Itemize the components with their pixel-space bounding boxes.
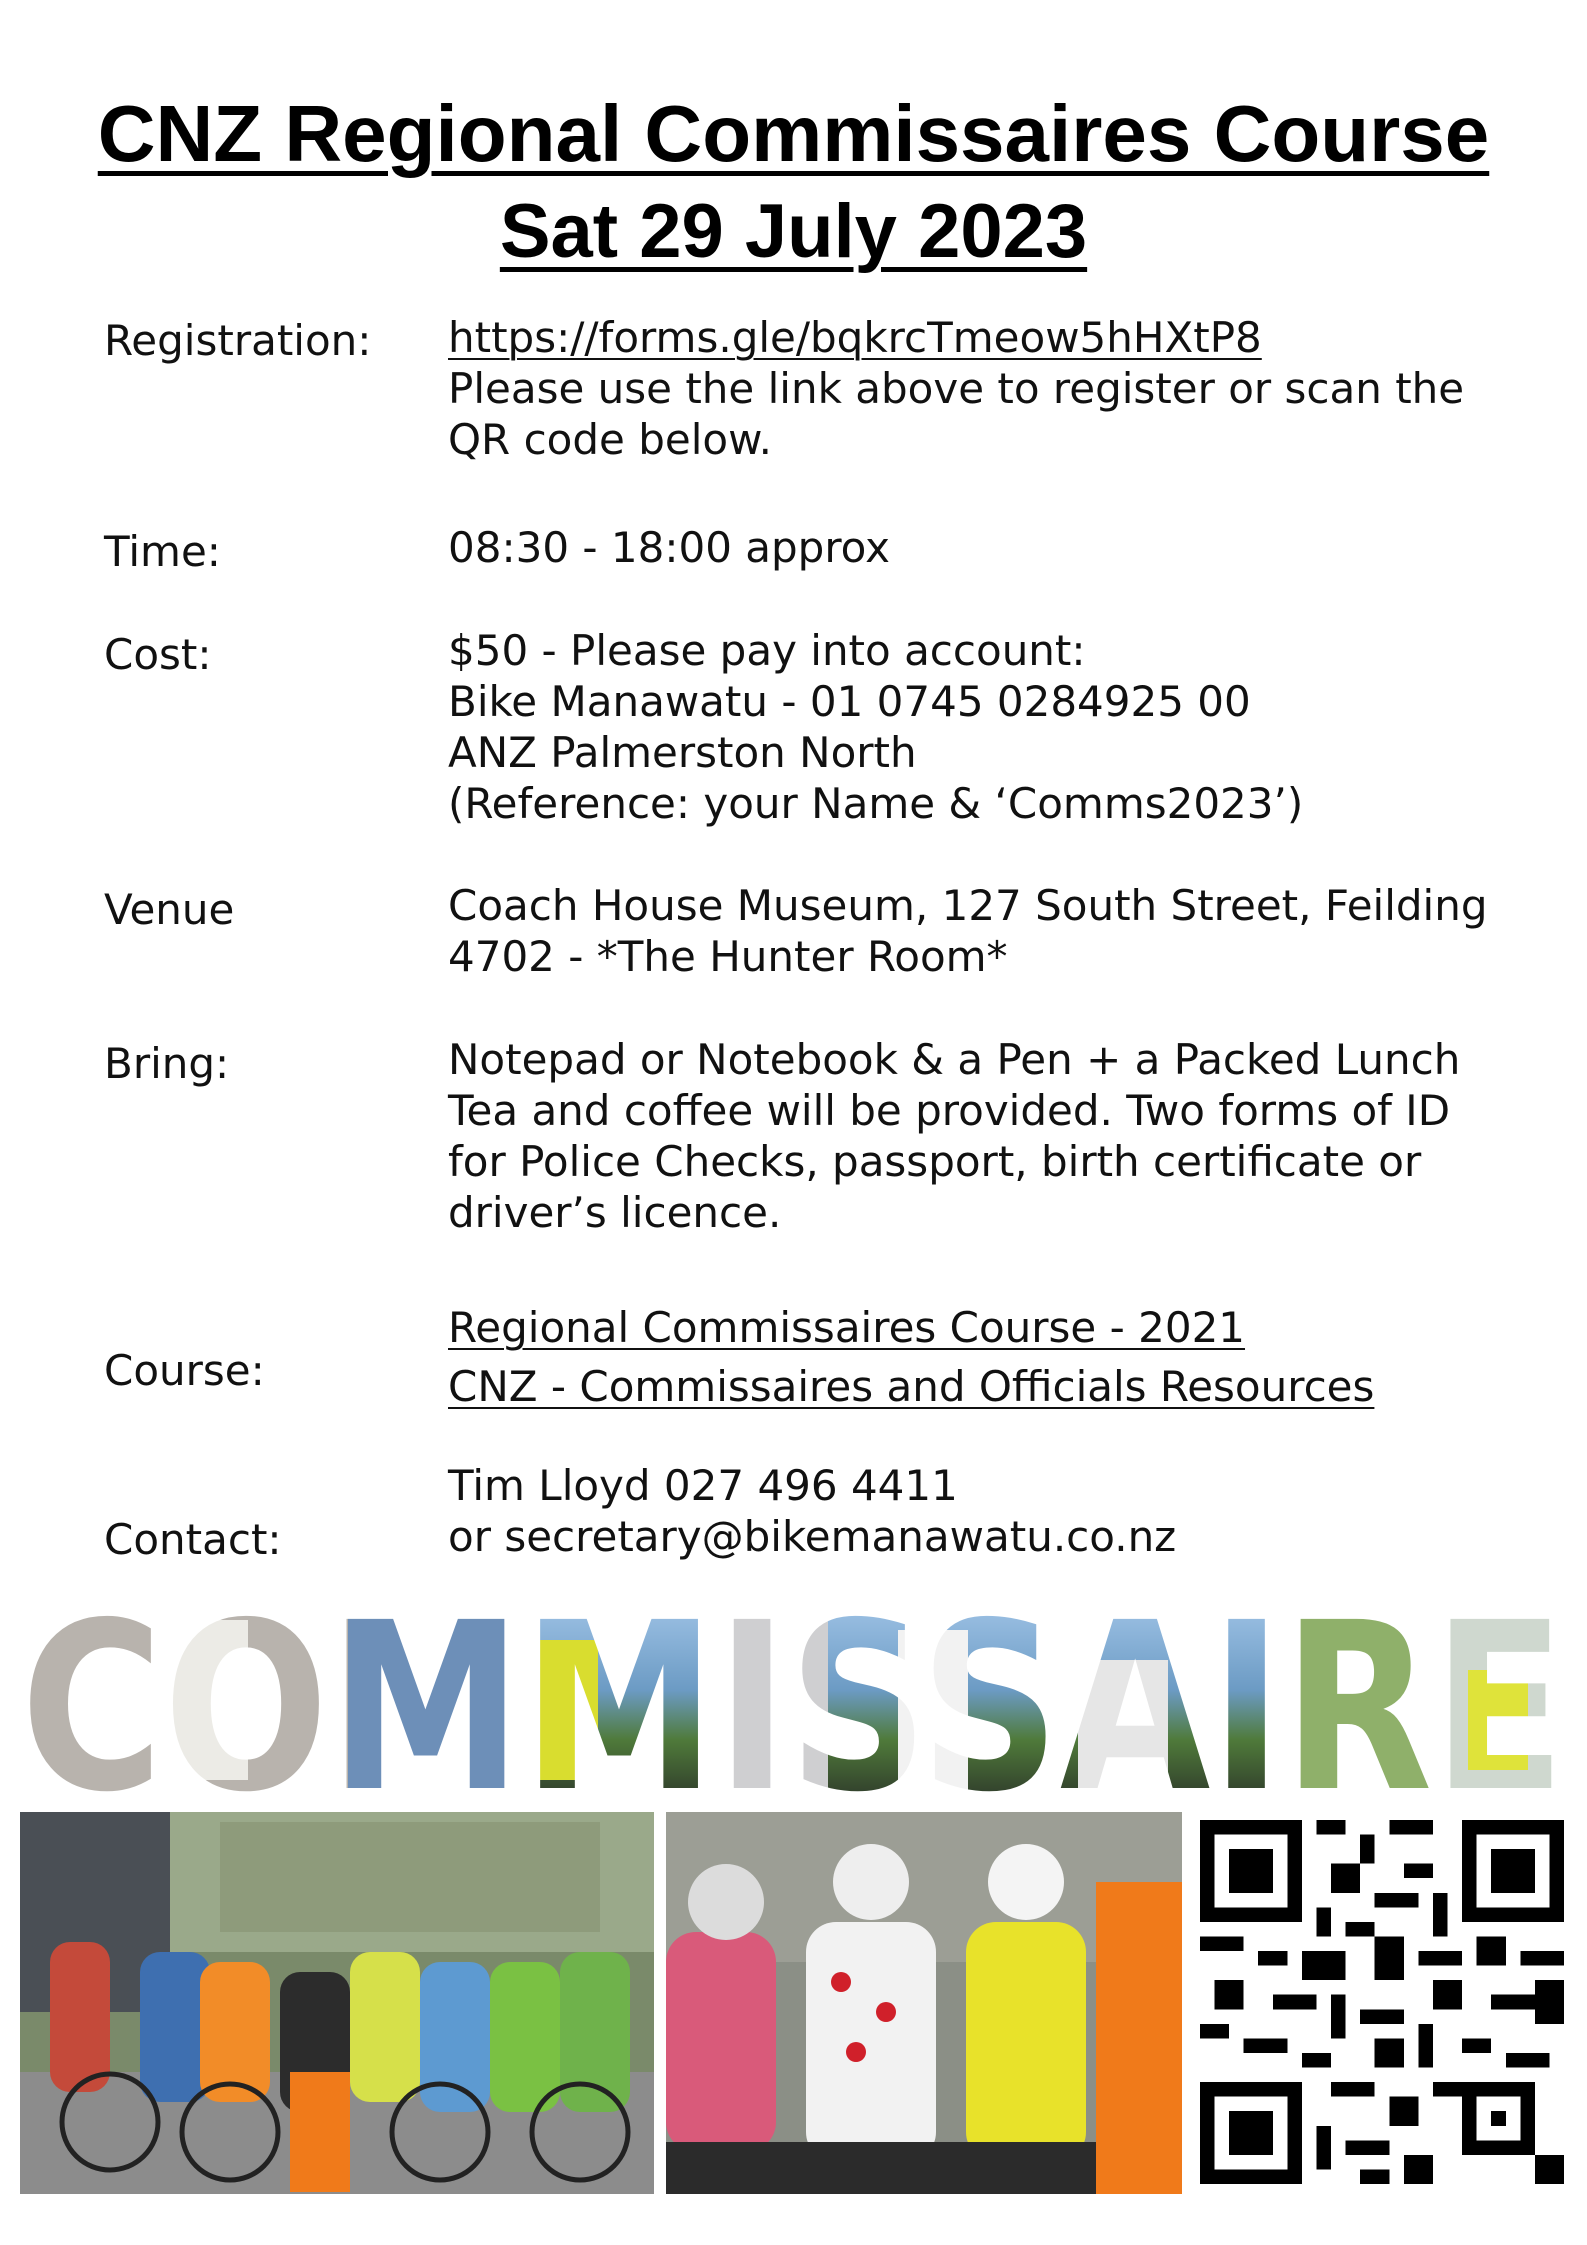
registration-link[interactable]: https://forms.gle/bqkrcTmeow5hHXtP8 [448,313,1262,362]
course-link-2021[interactable]: Regional Commissaires Course - 2021 [448,1303,1246,1352]
course-label: Course: [104,1346,265,1395]
contact-email[interactable]: or secretary@bikemanawatu.co.nz [448,1512,1177,1561]
cost-line: Bike Manawatu - 01 0745 0284925 00 [448,677,1251,726]
photo-riders-start [666,1812,1182,2194]
banner-word: COMMISSAIRE [20,1600,1566,1800]
course-links [448,1298,1508,1416]
young-riders-image [20,1812,654,2194]
cost-line: (Reference: your Name & ‘Comms2023’) [448,779,1304,828]
time-value: 08:30 - 18:00 approx [448,523,890,572]
bring-line: driver’s licence. [448,1188,782,1237]
venue-line: 4702 - *The Hunter Room* [448,932,1008,981]
venue-line: Coach House Museum, 127 South Street, Feilding [448,881,1488,930]
photo-young-riders [20,1812,654,2194]
venue-label: Venue [104,885,235,934]
bring-label: Bring: [104,1039,230,1088]
commissaire-banner [18,1600,1568,1800]
registration-note-1: Please use the link above to register or scan the [448,364,1465,413]
bring-line: for Police Checks, passport, birth certificate or [448,1137,1422,1186]
registration-qr-code[interactable] [1200,1820,1564,2184]
contact-label: Contact: [104,1515,282,1564]
page-title: CNZ Regional Commissaires Course [97,89,1490,178]
course-link-resources[interactable]: CNZ - Commissaires and Officials Resources [448,1362,1375,1411]
cost-line: $50 - Please pay into account: [448,626,1086,675]
course-date: Sat 29 July 2023 [499,189,1088,274]
bring-block [448,1034,1508,1238]
registration-block [448,312,1508,465]
cost-block [448,625,1508,829]
bring-line: Notepad or Notebook & a Pen + a Packed Lunch [448,1035,1461,1084]
bring-line: Tea and coffee will be provided. Two forms of ID [448,1086,1451,1135]
time-label: Time: [104,527,221,576]
cost-label: Cost: [104,630,212,679]
registration-label: Registration: [104,316,372,365]
registration-note-2: QR code below. [448,415,772,464]
venue-block [448,880,1508,982]
contact-block [448,1460,1508,1562]
cost-line: ANZ Palmerston North [448,728,917,777]
riders-start-image [666,1812,1182,2194]
contact-phone: Tim Lloyd 027 496 4411 [448,1461,958,1510]
